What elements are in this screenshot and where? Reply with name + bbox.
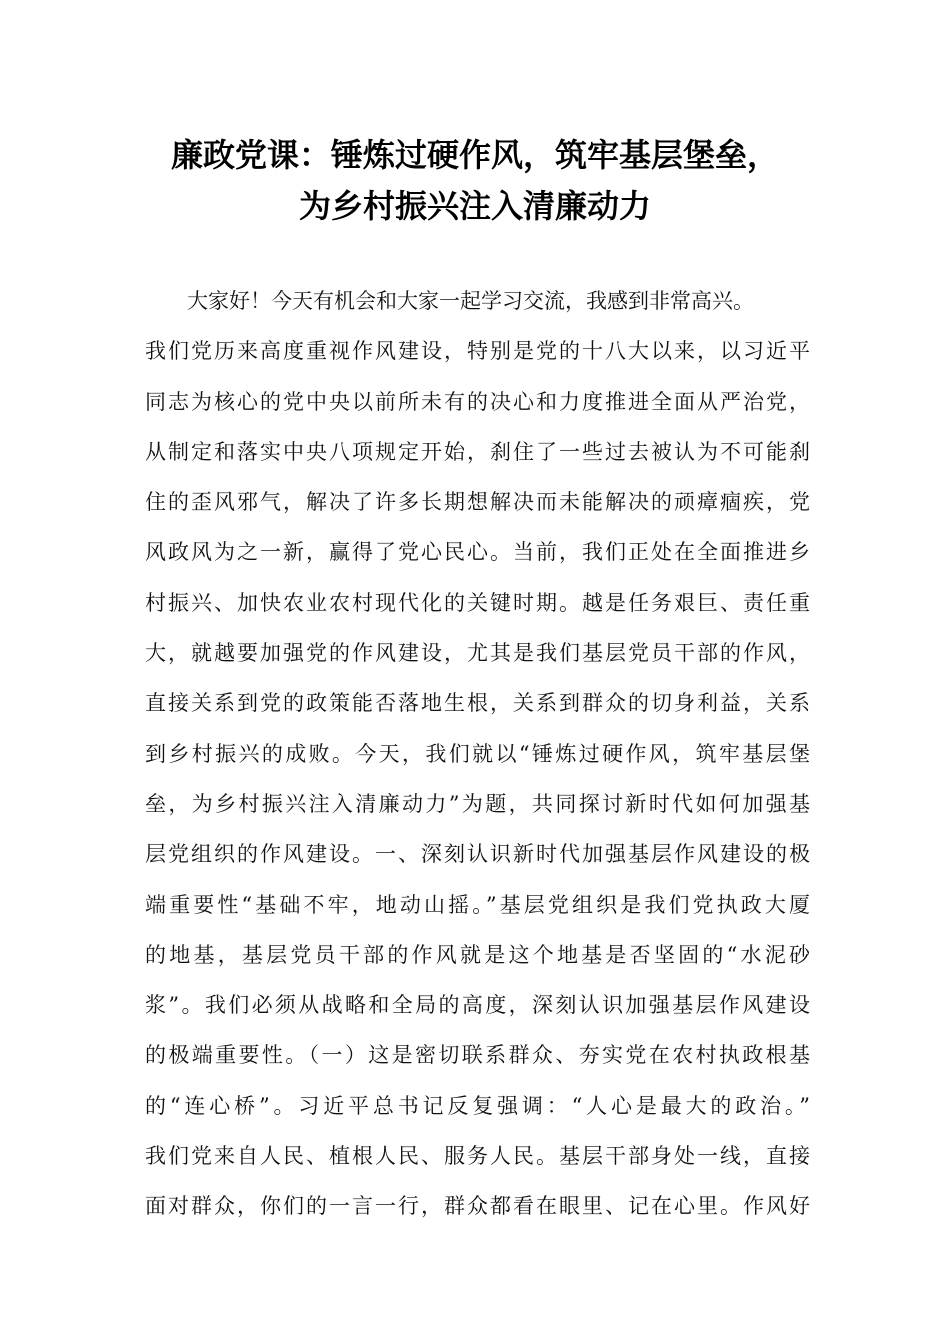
body-line: 村振兴、加快农业农村现代化的关键时期。越是任务艰巨、责任重 (145, 590, 810, 615)
body-line: 垒，为乡村振兴注入清廉动力”为题，共同探讨新时代如何加强基 (145, 791, 810, 816)
body-line: 端重要性“基础不牢，地动山摇。”基层党组织是我们党执政大厦 (145, 892, 810, 917)
body-line: 从制定和落实中央八项规定开始，刹住了一些过去被认为不可能刹 (145, 439, 810, 464)
body-line: 同志为核心的党中央以前所未有的决心和力度推进全面从严治党， (145, 389, 810, 414)
body-line: 面对群众，你们的一言一行，群众都看在眼里、记在心里。作风好 (145, 1194, 810, 1219)
body-line: 住的歪风邪气，解决了许多长期想解决而未能解决的顽瘴痼疾，党 (145, 490, 810, 515)
body-line: 大家好！今天有机会和大家一起学习交流，我感到非常高兴。 (187, 289, 754, 313)
body-line: 到乡村振兴的成败。今天，我们就以“锤炼过硬作风，筑牢基层堡 (145, 741, 810, 766)
body-line: 的地基，基层党员干部的作风就是这个地基是否坚固的“水泥砂 (145, 942, 810, 967)
body-line: 的极端重要性。（一）这是密切联系群众、夯实党在农村执政根基 (145, 1043, 810, 1068)
body-line: 的“连心桥”。习近平总书记反复强调：“人心是最大的政治。” (145, 1093, 810, 1118)
body-line: 浆”。我们必须从战略和全局的高度，深刻认识加强基层作风建设 (145, 993, 810, 1018)
body-line: 风政风为之一新，赢得了党心民心。当前，我们正处在全面推进乡 (145, 540, 810, 565)
body-line: 直接关系到党的政策能否落地生根，关系到群众的切身利益，关系 (145, 691, 810, 716)
body-line: 大，就越要加强党的作风建设，尤其是我们基层党员干部的作风， (145, 641, 810, 666)
title-line-2: 为乡村振兴注入清廉动力 (298, 187, 651, 225)
body-paragraph (145, 276, 810, 1232)
body-line: 我们党来自人民、植根人民、服务人民。基层干部身处一线，直接 (145, 1144, 810, 1169)
body-line: 层党组织的作风建设。一、深刻认识新时代加强基层作风建设的极 (145, 842, 810, 867)
body-line: 我们党历来高度重视作风建设，特别是党的十八大以来，以习近平 (145, 339, 810, 364)
title-line-1: 廉政党课：锤炼过硬作风，筑牢基层堡垒， (170, 136, 779, 174)
